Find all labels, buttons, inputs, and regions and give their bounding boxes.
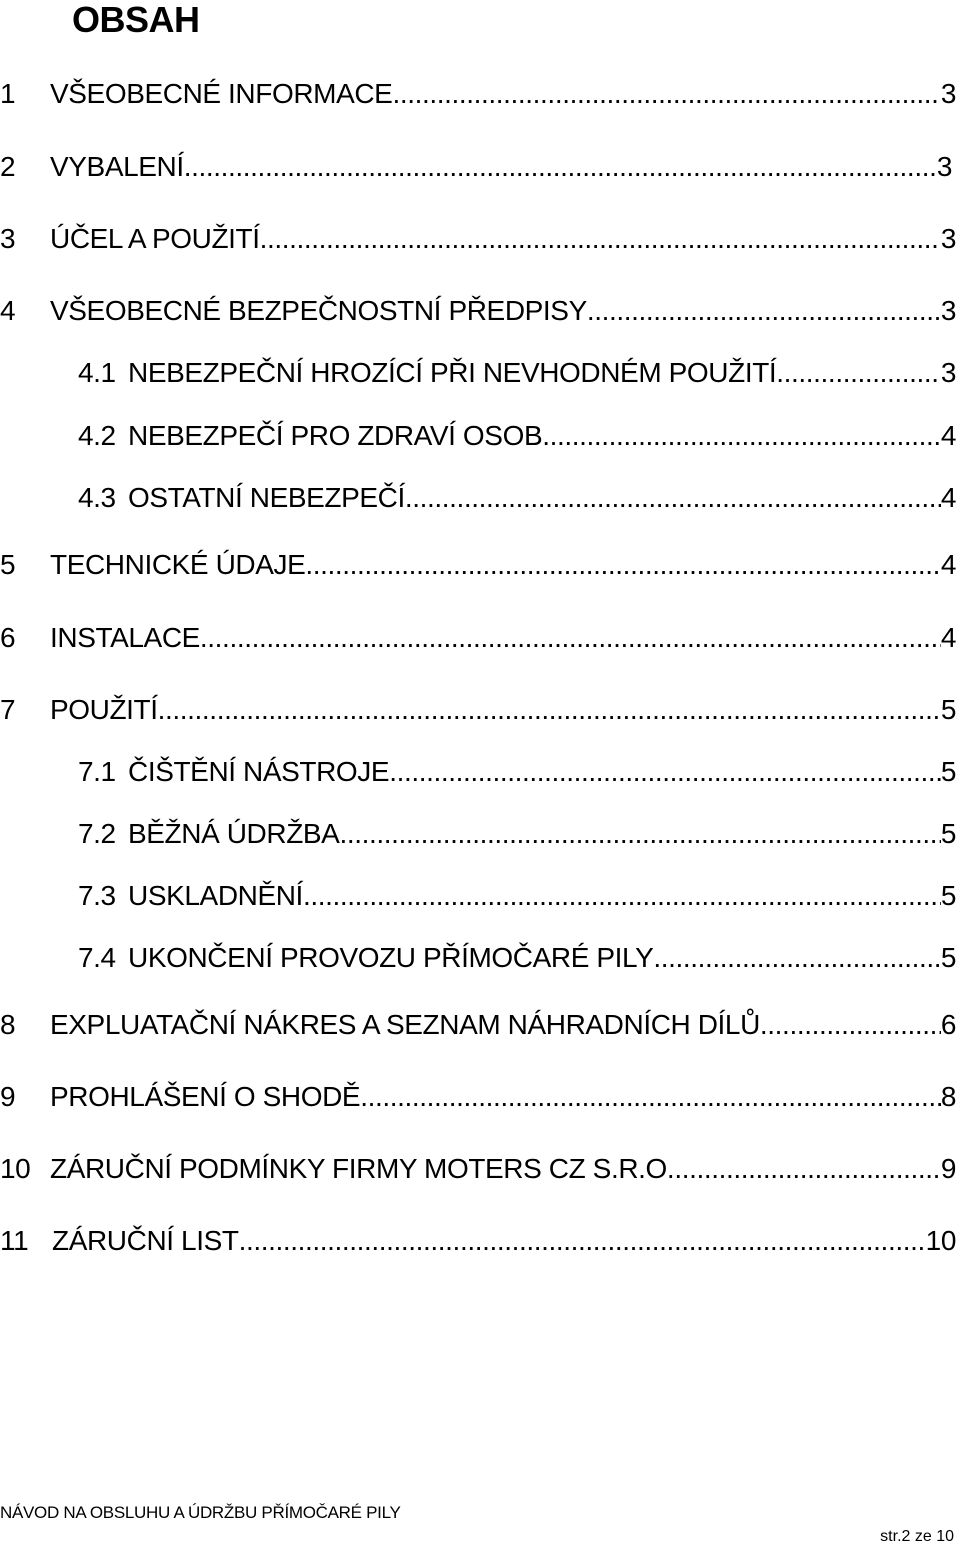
toc-number: 3 [0, 223, 16, 254]
toc-page-number: 6 [940, 1009, 956, 1040]
toc-leader [239, 1225, 926, 1257]
toc-entry-5[interactable] [0, 541, 956, 581]
toc-leader [303, 880, 941, 912]
toc-number: 2 [0, 151, 16, 182]
toc-entry-7-1[interactable] [78, 748, 956, 788]
toc-page-number: 5 [940, 756, 956, 787]
toc-entry-7-2[interactable] [78, 810, 956, 850]
toc-page-number: 5 [940, 942, 956, 973]
toc-title: ČIŠTĚNÍ NÁSTROJE [128, 756, 390, 787]
toc-entry-4[interactable] [0, 287, 956, 327]
toc-title: EXPLUATAČNÍ NÁKRES A SEZNAM NÁHRADNÍCH DÍLŮ [50, 1009, 760, 1040]
toc-entry-6[interactable] [0, 614, 956, 654]
toc-page-number: 3 [936, 151, 952, 182]
toc-leader [392, 78, 940, 110]
toc-entry-4-2[interactable] [78, 412, 956, 452]
toc-number: 7.3 [78, 880, 116, 911]
toc-leader [360, 1081, 941, 1113]
toc-page-number: 4 [940, 482, 956, 513]
toc-title: ZÁRUČNÍ LIST [52, 1225, 239, 1256]
toc-title: BĚŽNÁ ÚDRŽBA [128, 818, 340, 849]
toc-number: 1 [0, 78, 16, 109]
footer-page-number: str.2 ze 10 [880, 1528, 954, 1545]
toc-number: 4.1 [78, 357, 116, 388]
toc-entry-7-3[interactable] [78, 872, 956, 912]
toc-number: 7.2 [78, 818, 116, 849]
toc-number: 4 [0, 295, 16, 326]
toc-title: PROHLÁŠENÍ O SHODĚ [50, 1081, 361, 1112]
toc-entry-2[interactable] [0, 143, 952, 183]
toc-number: 4.3 [78, 482, 116, 513]
toc-leader [200, 622, 941, 654]
toc-leader [158, 694, 941, 726]
toc-leader [674, 1153, 941, 1185]
toc-page-number: 3 [940, 78, 956, 109]
toc-entry-4-3[interactable] [78, 474, 956, 514]
toc-entry-3[interactable] [0, 215, 956, 255]
toc-number: 9 [0, 1081, 16, 1112]
toc-title: TECHNICKÉ ÚDAJE [50, 549, 306, 580]
toc-title: VŠEOBECNÉ BEZPEČNOSTNÍ PŘEDPISY [50, 295, 587, 326]
toc-page-number: 4 [940, 420, 956, 451]
toc-title: UKONČENÍ PROVOZU PŘÍMOČARÉ PILY [128, 942, 654, 973]
toc-title: INSTALACE [50, 622, 200, 653]
toc-page-number: 3 [940, 295, 956, 326]
toc-page-number: 5 [940, 880, 956, 911]
toc-page-number: 3 [940, 223, 956, 254]
toc-title: NEBEZPEČÍ PRO ZDRAVÍ OSOB [128, 420, 543, 451]
toc-number: 5 [0, 549, 16, 580]
toc-page-number: 4 [940, 622, 956, 653]
toc-leader [776, 357, 941, 389]
toc-title: VYBALENÍ [50, 151, 184, 182]
toc-number: 8 [0, 1009, 16, 1040]
toc-page-number: 10 [925, 1225, 956, 1256]
toc-leader [405, 482, 941, 514]
toc-title: ÚČEL A POUŽITÍ [50, 223, 260, 254]
toc-leader [305, 549, 940, 581]
toc-number: 7.4 [78, 942, 116, 973]
toc-leader [339, 818, 940, 850]
footer-document-title: NÁVOD NA OBSLUHU A ÚDRŽBU PŘÍMOČARÉ PILY [0, 1503, 401, 1522]
toc-page-number: 3 [940, 357, 956, 388]
toc-title: NEBEZPEČNÍ HROZÍCÍ PŘI NEVHODNÉM POUŽITÍ [128, 357, 777, 388]
toc-leader [542, 420, 941, 452]
toc-leader [587, 295, 941, 327]
toc-page-number: 9 [940, 1153, 956, 1184]
toc-leader [184, 151, 937, 183]
toc-entry-1[interactable] [0, 70, 956, 110]
toc-page-number: 5 [940, 818, 956, 849]
toc-page-number: 5 [940, 694, 956, 725]
toc-title: USKLADNĚNÍ [128, 880, 303, 911]
toc-entry-7-4[interactable] [78, 934, 956, 974]
toc-title: ZÁRUČNÍ PODMÍNKY FIRMY MOTERS CZ S.R.O. [50, 1153, 675, 1184]
toc-entry-9[interactable] [0, 1073, 956, 1113]
toc-entry-11[interactable] [0, 1217, 956, 1257]
toc-leader [389, 756, 941, 788]
toc-leader [260, 223, 941, 255]
toc-leader [760, 1009, 941, 1041]
toc-number: 7 [0, 694, 16, 725]
toc-entry-8[interactable] [0, 1001, 956, 1041]
toc-entry-10[interactable] [0, 1145, 956, 1185]
toc-entry-7[interactable] [0, 686, 956, 726]
toc-title: POUŽITÍ [50, 694, 158, 725]
toc-entry-4-1[interactable] [78, 349, 956, 389]
toc-number: 10 [0, 1153, 31, 1184]
page-title: OBSAH [72, 0, 200, 40]
toc-number: 4.2 [78, 420, 116, 451]
toc-page-number: 8 [940, 1081, 956, 1112]
toc-leader [653, 942, 940, 974]
toc-number: 11 [0, 1225, 29, 1256]
toc-number: 7.1 [78, 756, 116, 787]
toc-title: VŠEOBECNÉ INFORMACE [50, 78, 393, 109]
toc-number: 6 [0, 622, 16, 653]
toc-page-number: 4 [940, 549, 956, 580]
toc-title: OSTATNÍ NEBEZPEČÍ [128, 482, 405, 513]
